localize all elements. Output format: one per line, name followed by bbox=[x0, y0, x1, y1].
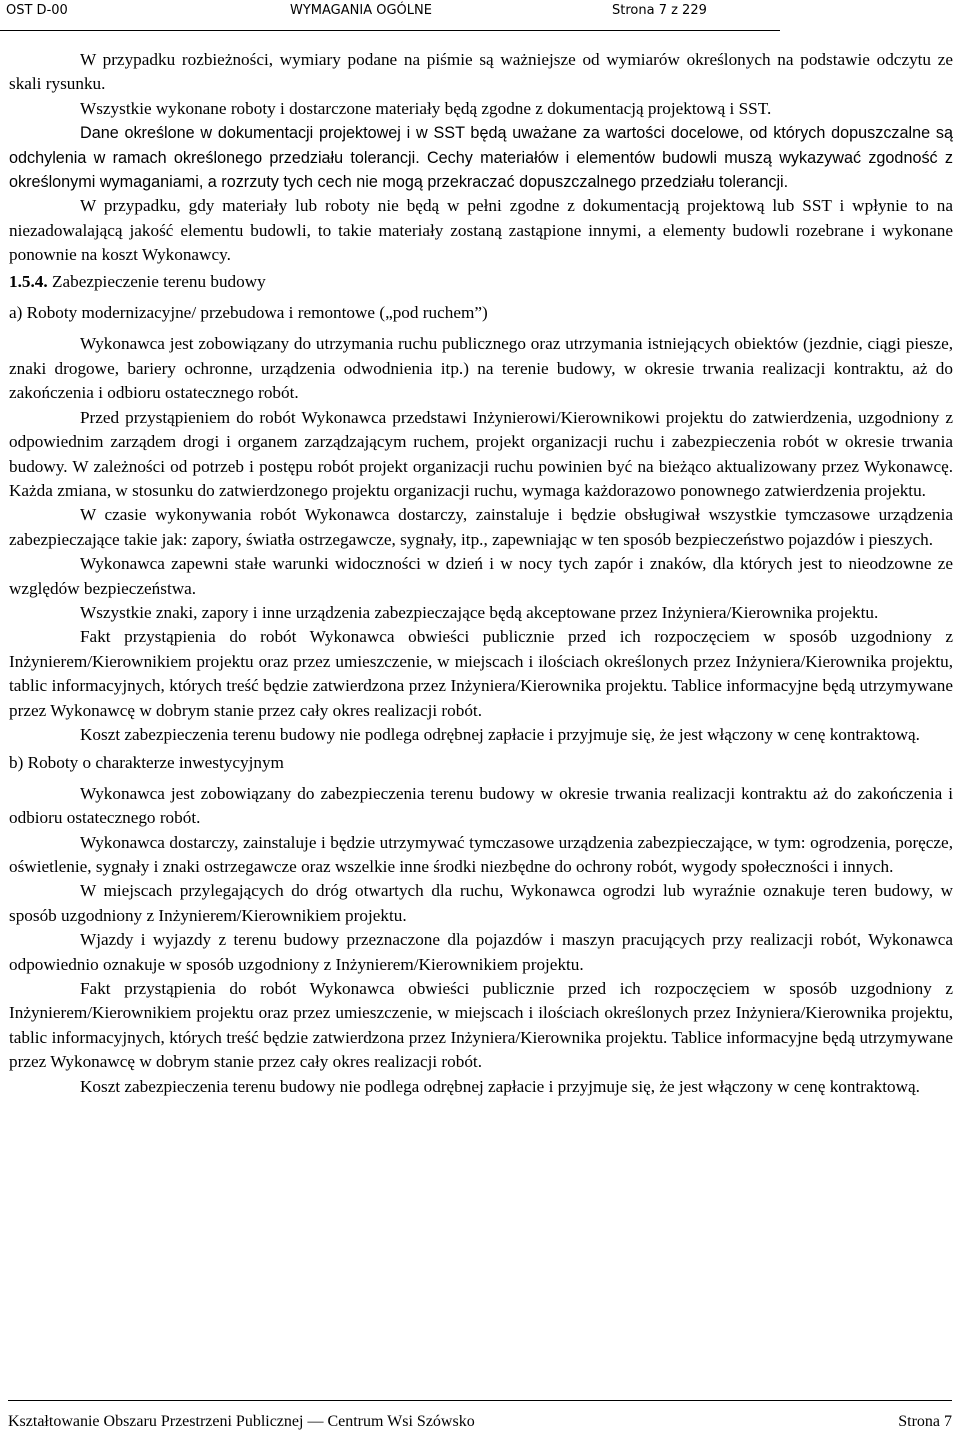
paragraph: Koszt zabezpieczenia terenu budowy nie podlega odrębnej zapłacie i przyjmuje się, że jest włączony w cenę kontraktową. bbox=[80, 1076, 920, 1096]
footer-page-number: Strona 7 bbox=[898, 1413, 952, 1430]
page-header bbox=[0, 0, 780, 31]
paragraph: W przypadku, gdy materiały lub roboty nie będą w pełni zgodne z dokumentacją projektową lub SST i wpłynie to na niezadowalającą jakość elementu budowli, to takie materiały zostaną zastąpione innymi, a elementy budowli rozebrane i wykonane ponownie na koszt Wykonawcy. bbox=[9, 196, 953, 265]
footer-project-name: Kształtowanie Obszaru Przestrzeni Publicznej — Centrum Wsi Szówsko bbox=[8, 1413, 475, 1430]
subsection-heading-b: b) Roboty o charakterze inwestycyjnym bbox=[9, 753, 284, 773]
document-code: OST D-00 bbox=[6, 3, 68, 18]
paragraph: Wszystkie znaki, zapory i inne urządzenia zabezpieczające będą akceptowane przez Inżyniera/Kierownika projektu. bbox=[80, 602, 879, 622]
section-heading bbox=[9, 270, 953, 294]
paragraph: W przypadku rozbieżności, wymiary podane na piśmie są ważniejsze od wymiarów określonych na podstawie odczytu ze skali rysunku. bbox=[9, 50, 953, 94]
paragraph: Wykonawca zapewni stałe warunki widoczności w dzień i w nocy tych zapór i znaków, dla których jest to nieodzowne ze względów bezpieczeństwa. bbox=[9, 554, 953, 598]
paragraph: Fakt przystąpienia do robót Wykonawca obwieści publicznie przed ich rozpoczęciem w sposób uzgodniony z Inżynierem/Kierownikiem projektu oraz przez umieszczenie, w miejscach i ilościach określonych przez Inżyniera/Kierownika projektu, tablic informacyjnych, których treść będzie zatwierdzona przez Inżyniera/Kierownika projektu. Tablice informacyjne będą utrzymywane przez Wykonawcę w dobrym stanie przez cały okres realizacji robót. bbox=[9, 627, 953, 720]
paragraph: W czasie wykonywania robót Wykonawca dostarczy, zainstaluje i będzie obsługiwał wszystkie tymczasowe urządzenia zabezpieczające takie jak: zapory, światła ostrzegawcze, sygnały, itp., zapewniając w ten sposób bezpieczeństwo pojazdów i pieszych. bbox=[9, 505, 953, 549]
section-number: 1.5.4. bbox=[9, 271, 48, 291]
paragraph: Koszt zabezpieczenia terenu budowy nie podlega odrębnej zapłacie i przyjmuje się, że jest włączony w cenę kontraktową. bbox=[80, 724, 920, 744]
paragraph: W miejscach przylegających do dróg otwartych dla ruchu, Wykonawca ogrodzi lub wyraźnie oznakuje teren budowy, w sposób uzgodniony z Inżynierem/Kierownikiem projektu. bbox=[9, 881, 953, 925]
page-counter: Strona 7 z 229 bbox=[612, 3, 707, 18]
paragraph: Wszystkie wykonane roboty i dostarczone materiały będą zgodne z dokumentacją projektową i SST. bbox=[80, 98, 772, 118]
paragraph: Wykonawca dostarczy, zainstaluje i będzie utrzymywać tymczasowe urządzenia zabezpieczające, w tym: ogrodzenia, poręcze, oświetlenie, sygnały i znaki ostrzegawcze oraz wszelkie inne środki niezbędne do ochrony robót, wygody społeczności i innych. bbox=[9, 832, 953, 876]
subsection-heading-a: a) Roboty modernizacyjne/ przebudowa i remontowe („pod ruchem”) bbox=[9, 303, 488, 323]
paragraph: Wjazdy i wyjazdy z terenu budowy przeznaczone dla pojazdów i maszyn pracujących przy realizacji robót, Wykonawca odpowiednio oznakuje w sposób uzgodniony z Inżynierem/Kierownikiem projektu. bbox=[9, 930, 953, 974]
section-title: Zabezpieczenie terenu budowy bbox=[47, 271, 266, 291]
paragraph: Przed przystąpieniem do robót Wykonawca przedstawi Inżynierowi/Kierownikowi projektu do zatwierdzenia, uzgodniony z odpowiednim zarządem drogi i organem zarządzającym ruchem, projekt organizacji ruchu i zabezpieczenia robót w okresie trwania budowy. W zależności od potrzeb i postępu robót projekt organizacji ruchu powinien być na bieżąco aktualizowany przez Wykonawcę. Każda zmiana, w stosunku do zatwierdzonego projektu organizacji ruchu, wymaga każdorazowo ponownego zatwierdzenia projektu. bbox=[9, 407, 953, 500]
page-footer bbox=[8, 1400, 952, 1431]
paragraph: Wykonawca jest zobowiązany do zabezpieczenia terenu budowy w okresie trwania realizacji kontraktu aż do zakończenia i odbioru ostatecznego robót. bbox=[9, 783, 953, 828]
paragraph: Fakt przystąpienia do robót Wykonawca obwieści publicznie przed ich rozpoczęciem w sposób uzgodniony z Inżynierem/Kierownikiem projektu oraz przez umieszczenie, w miejscach i ilościach określonych przez Inżyniera/Kierownika projektu, tablic informacyjnych, których treść będzie zatwierdzona przez Inżyniera/Kierownika projektu. Tablice informacyjne będą utrzymywane przez Wykonawcę w dobrym stanie przez cały okres realizacji robót. bbox=[9, 979, 953, 1072]
document-body bbox=[9, 48, 953, 1099]
paragraph: Wykonawca jest zobowiązany do utrzymania ruchu publicznego oraz utrzymania istniejących obiektów (jezdnie, ciągi piesze, znaki drogowe, bariery ochronne, urządzenia odwodnienia itp.) na terenie budowy, w okresie trwania realizacji kontraktu, aż do zakończenia i odbioru ostatecznego robót. bbox=[9, 334, 953, 403]
document-title: WYMAGANIA OGÓLNE bbox=[290, 3, 432, 18]
paragraph: Dane określone w dokumentacji projektowej i w SST będą uważane za wartości docelowe, od których dopuszczalne są odchylenia w ramach określonego przedziału tolerancji. Cechy materiałów i elementów budowli muszą wykazywać zgodność z określonymi wymaganiami, a rozrzuty tych cech nie mogą przekraczać dopuszczalnego przedziału tolerancji. bbox=[9, 124, 953, 192]
